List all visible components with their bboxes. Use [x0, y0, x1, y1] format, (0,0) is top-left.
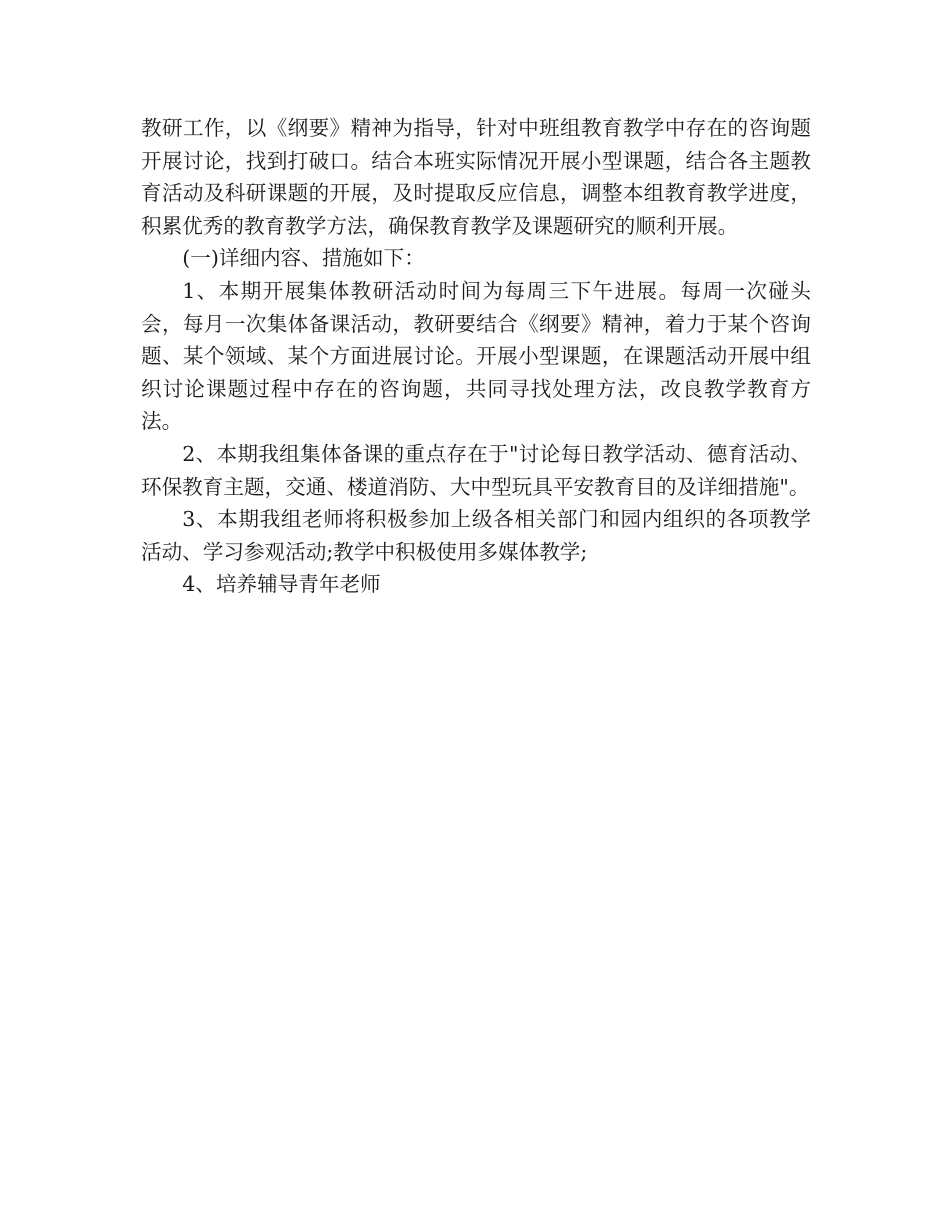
list-item-1: 1、本期开展集体教研活动时间为每周三下午进展。每周一次碰头会，每月一次集体备课活动，教研要结合《纲要》精神，着力于某个咨询题、某个领域、某个方面进展讨论。开展小型课题，在课题活动开展中组织讨论课题过程中存在的咨询题，共同寻找处理方法，改良教学教育方法。 — [141, 278, 811, 434]
list-item-3: 3、本期我组老师将积极参加上级各相关部门和园内组织的各项教学活动、学习参观活动;教学中积极使用多媒体教学; — [141, 507, 811, 564]
list-item-2: 2、本期我组集体备课的重点存在于"讨论每日教学活动、德育活动、环保教育主题，交通、楼道消防、大中型玩具平安教育目的及详细措施"。 — [141, 441, 811, 499]
document-body — [141, 112, 811, 601]
paragraph-intro: 教研工作，以《纲要》精神为指导，针对中班组教育教学中存在的咨询题开展讨论，找到打破口。结合本班实际情况开展小型课题，结合各主题教育活动及科研课题的开展，及时提取反应信息，调整本组教育教学进度，积累优秀的教育教学方法，确保教育教学及课题研究的顺利开展。 — [141, 116, 811, 238]
list-item-4: 4、培养辅导青年老师 — [182, 572, 381, 597]
section-heading: (一)详细内容、措施如下： — [182, 246, 425, 271]
